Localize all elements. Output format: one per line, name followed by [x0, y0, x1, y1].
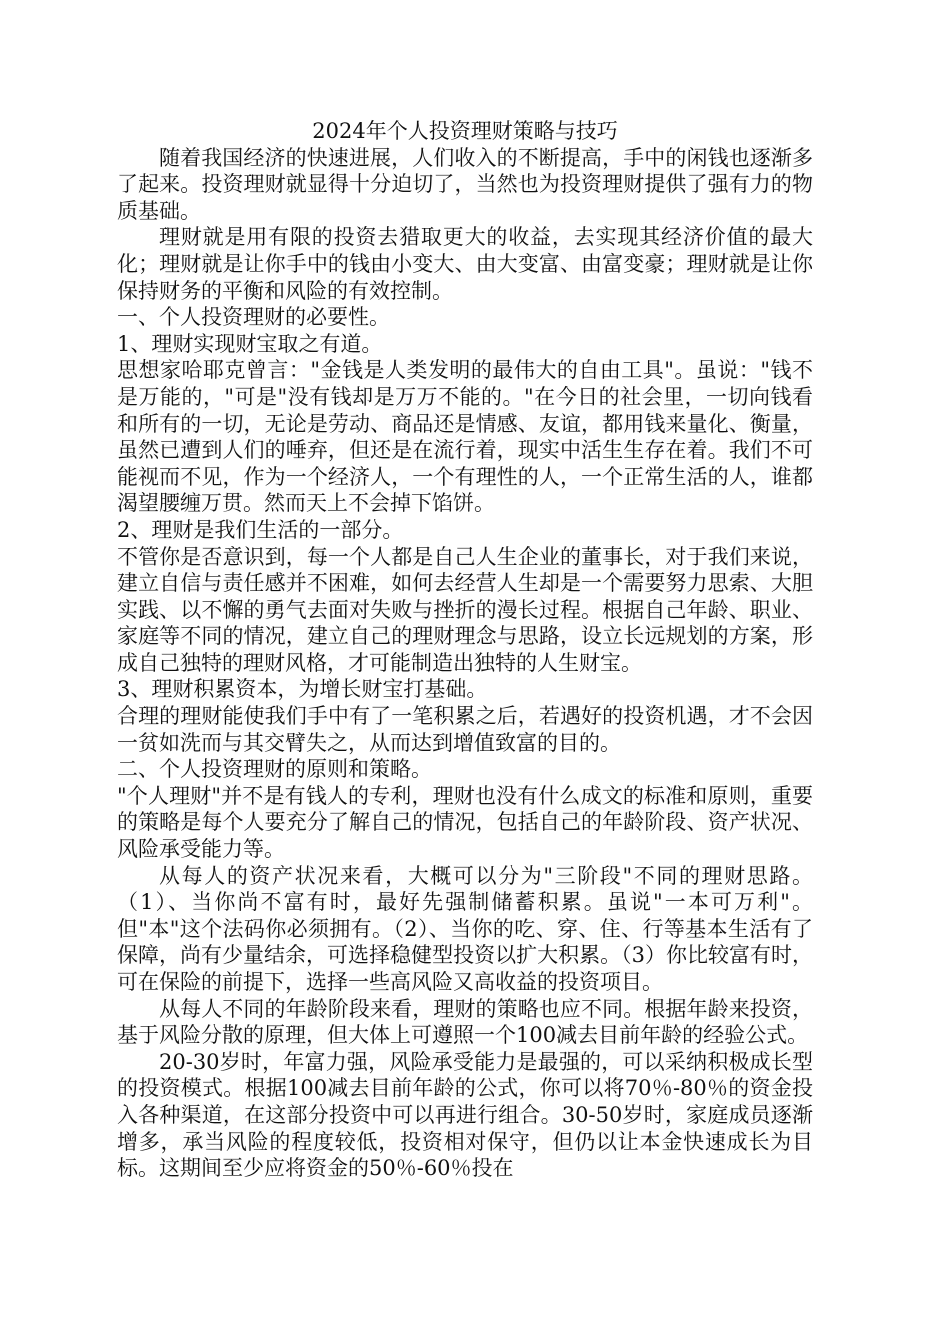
section-heading-2: 二、个人投资理财的原则和策略。 [117, 757, 432, 782]
body-paragraph: 20-30岁时，年富力强，风险承受能力是最强的，可以采纳积极成长型的投资模式。根据100减去目前年龄的公式，你可以将70％-80％的资金投入各种渠道，在这部分投资中可以再进行组合。30-50岁时，家庭成员逐渐增多，承当风险的程度较低，投资相对保守，但仍以让本金快速成长为目标。这期间至少应将资金的50％-60％投在 [117, 1049, 813, 1181]
subheading-2: 2、理财是我们生活的一部分。 [117, 517, 404, 542]
definition-paragraph: 理财就是用有限的投资去猎取更大的收益，去实现其经济价值的最大化；理财就是让你手中的钱由小变大、由大变富、由富变豪；理财就是让你保持财务的平衡和风险的有效控制。 [117, 225, 813, 303]
body-paragraph: 从每人不同的年龄阶段来看，理财的策略也应不同。根据年龄来投资，基于风险分散的原理，但大体上可遵照一个100减去目前年龄的经验公式。 [117, 996, 813, 1048]
intro-paragraph: 随着我国经济的快速进展，人们收入的不断提高，手中的闲钱也逐渐多了起来。投资理财就显得十分迫切了，当然也为投资理财提供了强有力的物质基础。 [117, 145, 813, 223]
document-page [117, 118, 813, 1182]
body-paragraph: "个人理财"并不是有钱人的专利，理财也没有什么成文的标准和原则，重要的策略是每个人要充分了解自己的情况，包括自己的年龄阶段、资产状况、风险承受能力等。 [117, 783, 813, 862]
subheading-1: 1、理财实现财宝取之有道。 [117, 331, 383, 356]
body-paragraph: 从每人的资产状况来看，大概可以分为"三阶段"不同的理财思路。（1）、当你尚不富有时，最好先强制储蓄积累。虽说"一本可万利"。但"本"这个法码你必须拥有。（2）、当你的吃、穿、住、行等基本生活有了保障，尚有少量结余，可选择稳健型投资以扩大积累。（3）你比较富有时，可在保险的前提下，选择一些高风险又高收益的投资项目。 [117, 863, 813, 994]
document-title: 2024年个人投资理财策略与技巧 [312, 119, 618, 143]
body-paragraph: 不管你是否意识到，每一个人都是自己人生企业的董事长，对于我们来说，建立自信与责任感并不困难，如何去经营人生却是一个需要努力思索、大胆实践、以不懈的勇气去面对失败与挫折的漫长过程。根据自己年龄、职业、家庭等不同的情况，建立自己的理财理念与思路，设立长远规划的方案，形成自己独特的理财风格，才可能制造出独特的人生财宝。 [117, 544, 813, 675]
subheading-3: 3、理财积累资本，为增长财宝打基础。 [117, 677, 488, 702]
section-heading-1: 一、个人投资理财的必要性。 [117, 305, 390, 330]
body-paragraph: 思想家哈耶克曾言："金钱是人类发明的最伟大的自由工具"。虽说："钱不是万能的，"可是"没有钱却是万万不能的。"在今日的社会里，一切向钱看和所有的一切，无论是劳动、商品还是情感、友谊，都用钱来量化、衡量，虽然已遭到人们的唾弃，但还是在流行着，现实中活生生存在着。我们不可能视而不见，作为一个经济人，一个有理性的人，一个正常生活的人，谁都渴望腰缠万贯。然而天上不会掉下馅饼。 [117, 358, 813, 516]
body-paragraph: 合理的理财能使我们手中有了一笔积累之后，若遇好的投资机遇，才不会因一贫如洗而与其交臂失之，从而达到增值致富的目的。 [117, 704, 813, 755]
